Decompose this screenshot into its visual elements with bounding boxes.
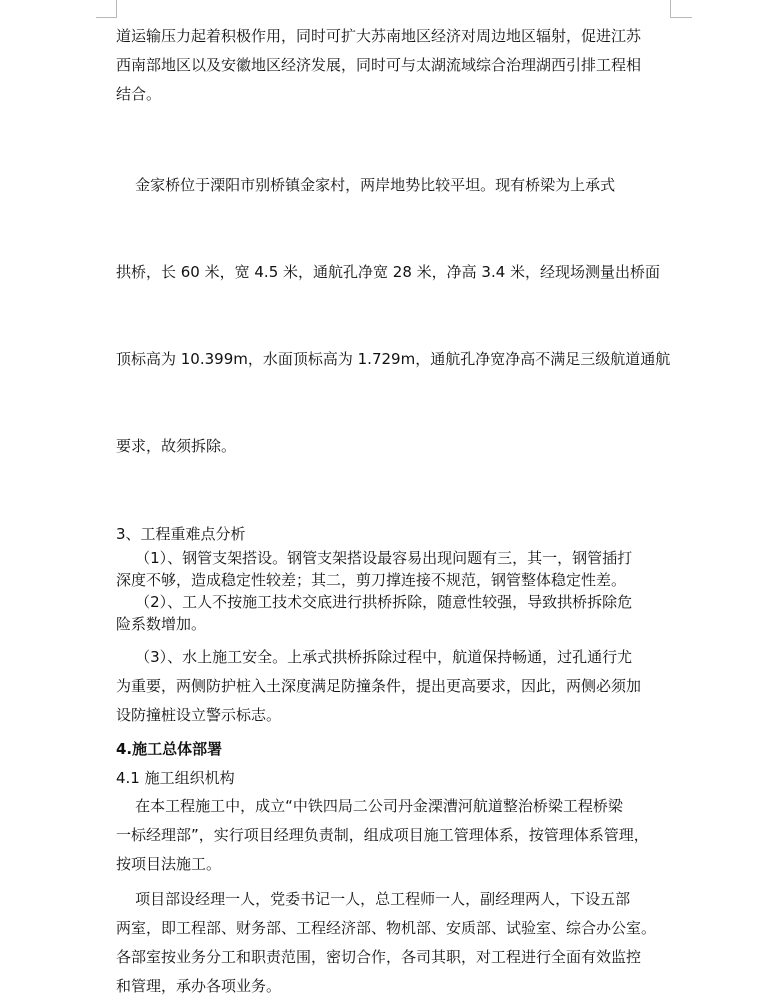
text-line: 为重要，两侧防护桩入土深度满足防撞条件，提出更高要求，因此，两侧必须加 [116,677,642,695]
paragraph-difficulties-1-2 [116,547,676,635]
paragraph-jinjia-bridge [116,113,676,519]
text-line: 和管理，承办各项业务。 [116,977,282,995]
section-heading-key-difficulties: 3、工程重难点分析 [116,525,246,543]
paragraph-transport-impact [116,22,676,109]
text-line: 各部室按业务分工和职责范围，密切合作，各司其职，对工程进行全面有效监控 [116,948,642,966]
text-line: 结合。 [116,85,162,103]
text-line: 两室，即工程部、财务部、工程经济部、物机部、安质部、试验室、综合办公室。 [116,919,657,937]
text-line: 险系数增加。 [116,615,207,633]
paragraph-project-department [116,792,676,879]
document-body [116,22,676,1001]
crop-mark-top-left-horizontal [96,17,117,18]
text-line: 一标经理部”，实行项目经理负责制，组成项目施工管理体系，按管理体系管理， [116,826,649,844]
text-line: 要求，故须拆除。 [116,437,237,455]
text-line: 按项目法施工。 [116,855,222,873]
crop-mark-top-left-vertical [116,0,117,18]
text-line: 深度不够，造成稳定性较差；其二，剪刀撑连接不规范，钢管整体稳定性差。 [116,571,627,589]
text-line: 道运输压力起着积极作用，同时可扩大苏南地区经济对周边地区辐射，促进江苏 [116,27,642,45]
text-line: 项目部设经理一人，党委书记一人，总工程师一人，副经理两人，下设五部 [116,890,631,908]
text-line: 在本工程施工中，成立“中铁四局二公司丹金溧漕河航道整治桥梁工程桥梁 [116,797,623,815]
text-line: （1）、钢管支架搭设。钢管支架搭设最容易出现问题有三，其一，钢管插打 [116,549,633,567]
paragraph-department-staffing [116,885,676,1001]
text-line: （3）、水上施工安全。上承式拱桥拆除过程中，航道保持畅通，过孔通行尤 [116,648,633,666]
text-line: （2）、工人不按施工技术交底进行拱桥拆除，随意性较强，导致拱桥拆除危 [116,593,633,611]
text-line: 设防撞桩设立警示标志。 [116,706,282,724]
section-heading-overall-deployment: 4.施工总体部署 [116,740,223,758]
text-line: 拱桥，长 60 米，宽 4.5 米，通航孔净宽 28 米，净高 3.4 米，经现场测量出桥面 [116,263,661,281]
subsection-heading-organization: 4.1 施工组织机构 [116,769,235,787]
text-line: 西南部地区以及安徽地区经济发展，同时可与太湖流域综合治理湖西引排工程相 [116,56,642,74]
crop-mark-top-right-vertical [670,0,671,18]
crop-mark-top-right-horizontal [670,17,692,18]
paragraph-difficulty-3 [116,643,676,730]
text-line: 金家桥位于溧阳市别桥镇金家村，两岸地势比较平坦。现有桥梁为上承式 [116,176,616,194]
text-line: 顶标高为 10.399m，水面顶标高为 1.729m，通航孔净宽净高不满足三级航道通航 [116,350,671,368]
